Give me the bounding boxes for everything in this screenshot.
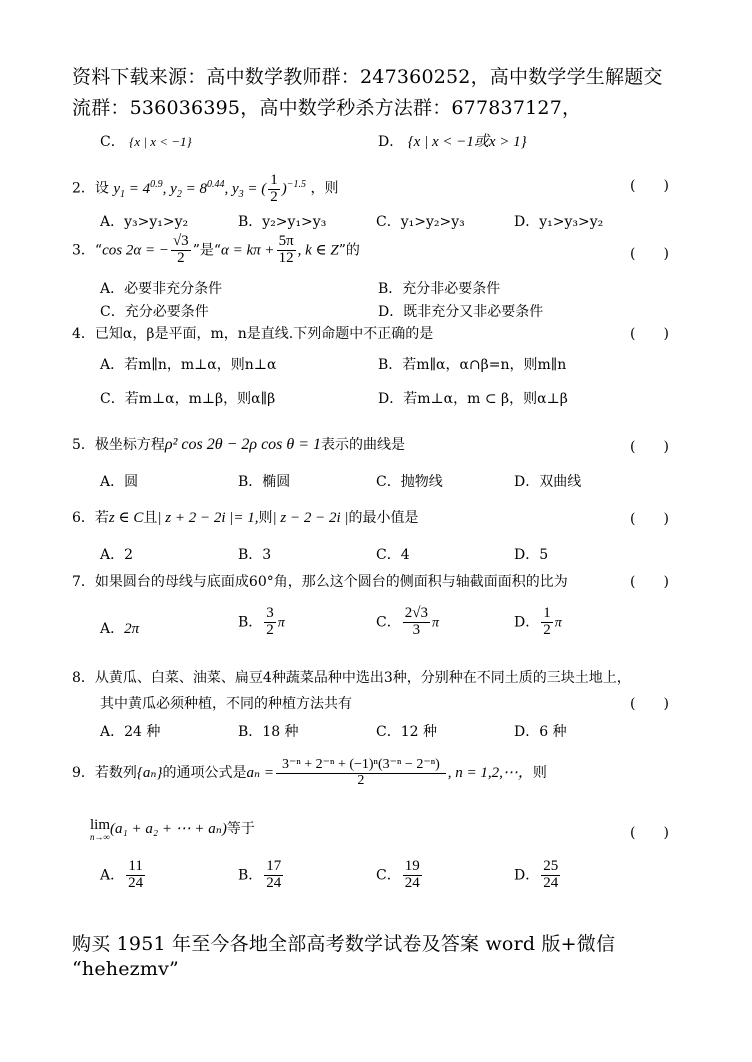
option-label: D． [514, 867, 540, 884]
q9-prefix: 9．若数列 [72, 765, 137, 782]
q5-suffix: 表示的曲线是 [321, 437, 406, 453]
option-d: D．双曲线 [514, 474, 582, 490]
q3-frac-2: $\frac{5\pi}{12}$ [278, 233, 294, 266]
option-tail: π [554, 615, 562, 631]
option-b: B．y₂>y₁>y₃ [238, 214, 327, 230]
option-frac: $\frac{17}{24}$ [266, 858, 282, 891]
option-a: A．y₃>y₁>y₂ [100, 214, 189, 230]
q7-option-c [376, 606, 439, 639]
option-c: C．若m⊥α，m⊥β，则α∥β [100, 391, 276, 407]
option-frac: $\frac{1}{2}$ [543, 605, 551, 638]
q2-prefix: 2．设 [72, 180, 109, 197]
answer-paren: ( ) [630, 825, 669, 841]
q9-mid: 的通项公式是 [162, 765, 247, 782]
q3-stem [72, 234, 360, 267]
option-c: C．充分必要条件 [100, 304, 209, 320]
option-frac: $\frac{2√3}{3}$ [404, 605, 428, 638]
q7-stem: 7．如果圆台的母线与底面成60°角，那么这个圆台的侧面积与轴截面面积的比为 [72, 574, 568, 590]
option-frac: $\frac{3}{2}$ [266, 605, 274, 638]
q6-suffix: 的最小值是 [348, 510, 419, 526]
q2-suffix: ，则 [310, 180, 339, 197]
q3-mid: ”是“ [192, 242, 222, 259]
option-b: B．若m∥α，α∩β=n，则m∥n [378, 357, 567, 373]
option-frac: $\frac{11}{24}$ [128, 858, 144, 891]
answer-paren: ( ) [630, 178, 669, 194]
option-a: A．2 [100, 547, 134, 563]
q6-stem [72, 507, 419, 527]
option-math: {x | x < −1或x > 1} [407, 134, 527, 150]
q8-stem-line-2: 其中黄瓜必须种植，不同的种植方法共有 [100, 696, 352, 712]
option-frac: $\frac{19}{24}$ [404, 858, 420, 891]
answer-paren: ( ) [630, 574, 669, 590]
answer-paren: ( ) [630, 246, 669, 262]
option-c: C．y₁>y₂>y₃ [376, 214, 465, 230]
q3-frac-1: $\frac{√3}{2}$ [172, 233, 189, 266]
q6-mid2: 则 [258, 510, 273, 526]
q1-option-d [378, 130, 527, 151]
limit-suffix: 等于 [226, 821, 255, 837]
q6-math-2: | z + 2 − 2i |= 1, [157, 510, 259, 526]
q9-limit [90, 818, 255, 842]
q9-stem [72, 758, 547, 788]
option-label: C． [376, 614, 401, 631]
option-label: D． [378, 134, 404, 150]
q9-suffix: 则 [532, 765, 547, 782]
option-d: D．5 [514, 547, 549, 563]
header-line-1: 资料下载来源：高中数学教师群：247360252，高中数学学生解题交 [72, 66, 663, 88]
option-c: C．抛物线 [376, 474, 443, 490]
option-tail: π [277, 615, 285, 631]
answer-paren: ( ) [630, 511, 669, 527]
q6-prefix: 6．若 [72, 510, 109, 526]
option-b: B．椭圆 [238, 474, 291, 490]
limit-operator: lim n→∞ [90, 817, 111, 842]
option-label: A． [100, 867, 125, 884]
q9-frac: $\frac{\text{3⁻ⁿ + 2⁻ⁿ + (−1)ⁿ(3⁻ⁿ − 2⁻ⁿ)}}{2}$ [276, 758, 446, 788]
answer-paren: ( ) [630, 696, 669, 712]
option-label: D． [514, 614, 540, 631]
q3-suffix: ”的 [338, 242, 360, 259]
q3-lhs: cos 2α = − [102, 242, 169, 259]
option-d: D．6 种 [514, 724, 567, 740]
q7-option-a [100, 618, 139, 638]
option-label: B． [238, 614, 263, 631]
q4-stem: 4．已知α，β是平面，m，n是直线.下列命题中不正确的是 [72, 326, 434, 342]
q7-option-d [514, 606, 562, 639]
option-frac: $\frac{25}{24}$ [543, 858, 559, 891]
q3-rhs: α = kπ + [221, 242, 275, 259]
q9-seq: {aₙ} [136, 765, 163, 782]
option-a: A．圆 [100, 474, 139, 490]
q9-option-a [100, 859, 147, 892]
option-d: D．既非充分又非必要条件 [378, 304, 544, 320]
q6-mid: 且 [143, 510, 158, 526]
footer-line-1: 购买 1951 年至今各地全部高考数学试卷及答案 word 版+微信 [72, 933, 616, 955]
q9-option-c [376, 859, 424, 892]
option-c: C．12 种 [376, 724, 437, 740]
q2-math: $y_1 = 4^{0.9}$, $y_2 = 8^{0.44}$, $y_3$ = ( $\frac{1}{2}$ )$^{-1.5}$ [113, 172, 307, 205]
option-d: D．若m⊥α，m ⊂ β，则α⊥β [378, 391, 568, 407]
option-label: B． [238, 867, 263, 884]
q5-math: ρ² cos 2θ − 2ρ cos θ = 1 [164, 436, 322, 453]
answer-paren: ( ) [630, 439, 669, 455]
option-label: C． [376, 867, 401, 884]
q2-stem [72, 173, 338, 206]
q6-math-3: | z − 2 − 2i | [272, 510, 349, 526]
q9-lhs: aₙ = [246, 765, 274, 782]
q5-stem [72, 434, 405, 454]
option-a: A．若m∥n，m⊥α，则n⊥α [100, 357, 277, 373]
q6-math-1: z ∈ C [108, 510, 144, 526]
q7-option-b [238, 606, 285, 639]
header-line-2: 流群：536036395，高中数学秒杀方法群：677837127， [72, 97, 582, 119]
limit-expression: (a₁ + a₂ + ⋯ + aₙ) [110, 821, 227, 837]
option-b: B．充分非必要条件 [378, 281, 501, 297]
option-tail: π [431, 615, 439, 631]
option-math: 2π [124, 621, 140, 637]
option-a: A．24 种 [100, 724, 161, 740]
option-label: A． [100, 621, 125, 637]
option-a: A．必要非充分条件 [100, 281, 223, 297]
option-c: C．4 [376, 547, 410, 563]
option-d: D．y₁>y₃>y₂ [514, 214, 604, 230]
q8-stem-line-1: 8．从黄瓜、白菜、油菜、扁豆4种蔬菜品种中选出3种，分别种在不同土质的三块土地上， [72, 670, 631, 686]
q5-prefix: 5．极坐标方程 [72, 437, 165, 453]
option-math: {x | x < −1} [129, 134, 192, 149]
q9-option-b [238, 859, 285, 892]
q3-prefix: 3．“ [72, 242, 103, 259]
option-b: B．3 [238, 547, 272, 563]
answer-paren: ( ) [630, 326, 669, 342]
option-b: B．18 种 [238, 724, 299, 740]
q9-option-d [514, 859, 562, 892]
footer-line-2: “hehezmv” [72, 958, 179, 980]
option-label: C． [100, 134, 125, 150]
q3-rhs2: , k ∈ Z [297, 242, 339, 259]
q9-rhs: , n = 1,2,⋯， [447, 765, 533, 782]
q1-option-c [100, 131, 192, 151]
